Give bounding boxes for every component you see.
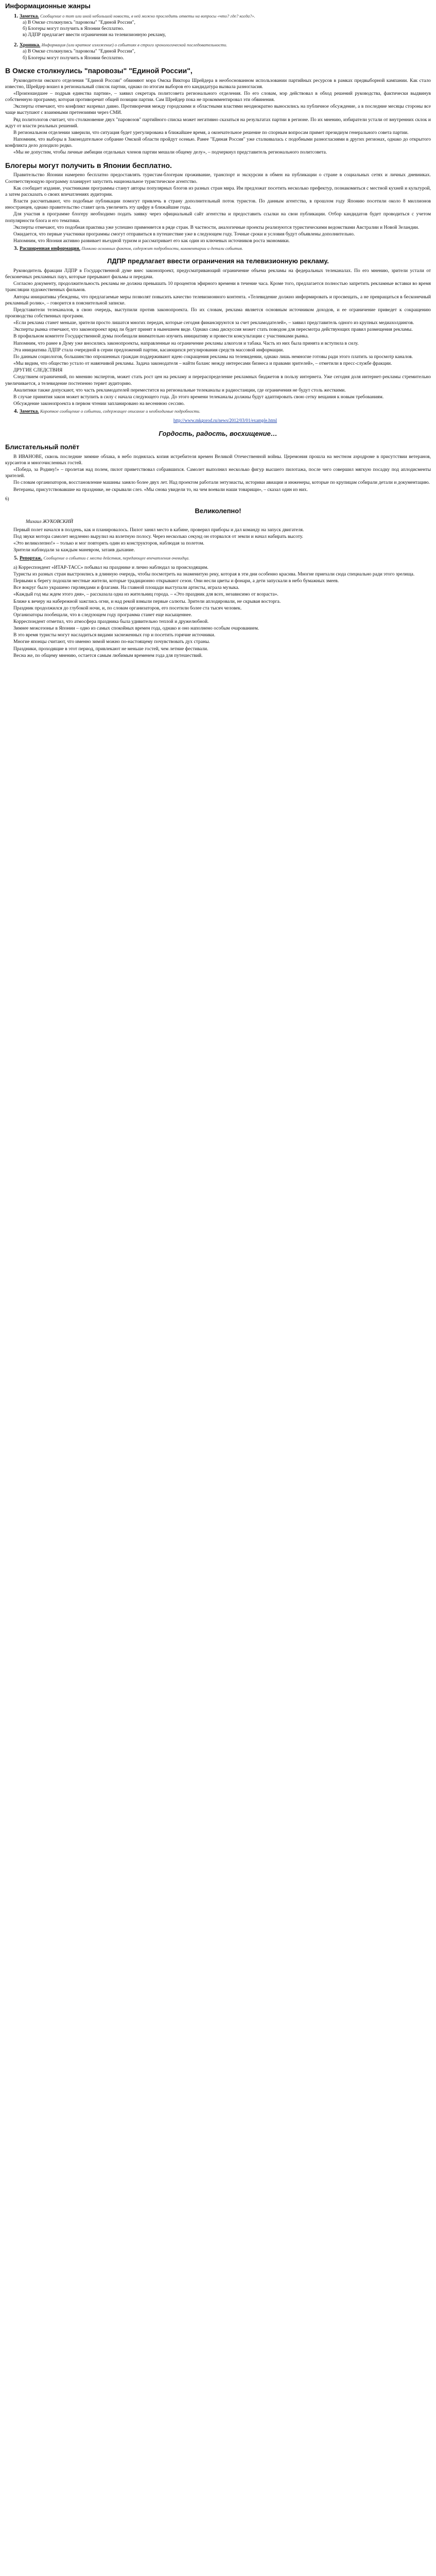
article-body bbox=[5, 78, 431, 156]
paragraph: Многие японцы считают, что именно зимой можно по-настоящему почувствовать дух страны. bbox=[13, 639, 210, 645]
paragraph: «Это великолепно!» – только и мог повторять один из конструкторов, наблюдая за полетом. bbox=[13, 541, 204, 547]
paragraph: Правительство Японии намерено бесплатно предоставлять туристам-блогерам проживание, транспорт и экскурсии в обмен на публикации о стране в социальных сетях и личных дневниках. Соответствующую программу планирует запустить национальное туристическое агентство. bbox=[5, 173, 431, 184]
source-note: Информация (или краткое изложение) о событиях в строго хронологической последовательности. bbox=[41, 42, 228, 48]
paragraph: Эта инициатива ЛДПР стала очередной в серии предложений партии, касающихся регулирования средств массовой информации. bbox=[13, 347, 284, 353]
source-line bbox=[20, 409, 431, 415]
genre-list bbox=[5, 12, 431, 61]
paragraph: «Мы видим, что общество устало от навязчивой рекламы. Задача законодателя – найти баланс между интересами бизнеса и правами зрителей», – отметили в пресс-службе фракции. bbox=[13, 361, 392, 367]
paragraph: В случае принятия закон может вступить в силу с начала следующего года. До этого времени телеканалы должны будут адаптировать свою сетку вещания к новым требованиям. bbox=[13, 394, 384, 400]
paragraph: «Произошедшее – подрыв единства партии», – заявил секретарь политсовета регионального отделения. По его словам, мэр действовал в обход решений руководства, фактически выдвинув собственную программу, которая противоречит общей позиции партии. Сам Шрейдер пока не прокомментировал эти обвинения. bbox=[5, 91, 431, 103]
article-japan bbox=[5, 161, 431, 245]
section-label: 6) bbox=[5, 496, 9, 501]
paragraph: Ближе к вечеру на набережной зажглись огни, и над рекой взмыли первые салюты. Зрители аплодировали, не скрывая восторга. bbox=[13, 599, 281, 604]
page-title: Информационные жанры bbox=[5, 2, 91, 10]
paragraph: Весна же, по общему мнению, остается самым любимым временем года для путешествий. bbox=[13, 653, 203, 658]
paragraph: «Если реклама станет меньше, зрители просто лишатся многих передач, которые сегодня финансируются за счет рекламодателей», – заявил представитель одного из крупных медиахолдингов. bbox=[13, 320, 414, 326]
genre-item-1 bbox=[20, 12, 431, 39]
paragraph: Ветераны, присутствовавшие на празднике, не скрывали слез. «Мы снова увидели то, на чем воевали наши товарищи», – сказал один из них. bbox=[13, 487, 308, 493]
paragraph: По словам организаторов, восстановление машины заняло более двух лет. Над проектом работали энтузиасты, историки авиации и инженеры, которые по крупицам собирали детали и документацию. bbox=[13, 480, 430, 486]
source-name: Расширенная информация. bbox=[20, 246, 81, 252]
article-report bbox=[5, 565, 431, 659]
paragraph: Для участия в программе блогеру необходимо подать заявку через официальный сайт агентства и предоставить ссылки на свои публикации. Отбор кандидатов будет проводиться с учетом популярности блога и его тематики. bbox=[5, 212, 431, 224]
genre-item-5 bbox=[20, 554, 431, 562]
line: а) В Омске столкнулись "паровозы" "Единой России", bbox=[23, 20, 135, 25]
paragraph: Авторы инициативы убеждены, что предлагаемые меры позволят повысить качество телевизионного контента. «Телевидение должно информировать и просвещать, а не превращаться в бесконечный рекламный ролик», – говорится в пояснительной записке. bbox=[5, 294, 431, 306]
genre-item-4 bbox=[20, 408, 431, 424]
paragraph: Первый полет начался в полдень, как и планировалось. Пилот занял место в кабине, проверил приборы и дал команду на запуск двигателя. bbox=[13, 527, 304, 533]
paragraph: Руководитель фракции ЛДПР в Государственной думе внес законопроект, предусматривающий ограничение объема рекламы на федеральных телеканалах. По его мнению, зрители устали от бесконечных рекламных пауз, которые прерывают фильмы и передачи. bbox=[5, 268, 431, 280]
paragraph: Все вокруг было украшено гирляндами и флагами. На главной площади выступали артисты, играла музыка. bbox=[13, 585, 239, 591]
section-body bbox=[5, 454, 431, 493]
source-name: Заметка. bbox=[20, 409, 39, 415]
genre-list-4 bbox=[5, 408, 431, 424]
line: б) Блогеры могут получить в Японии бесплатно. bbox=[23, 26, 124, 31]
line: в) ЛДПР предлагает ввести ограничения на телевизионную рекламу, bbox=[23, 32, 166, 38]
paragraph: Праздники, проходящие в этот период, привлекают не меньше гостей, чем летние фестивали. bbox=[13, 646, 208, 652]
section-great bbox=[5, 507, 431, 553]
paragraph: Эксперты рынка отмечают, что законопроект вряд ли будет принят в нынешнем виде. Однако сама дискуссия может стать поводом для пересмотра действующих правил размещения рекламы. bbox=[13, 327, 413, 333]
paragraph: Эксперты отмечают, что конфликт назревал давно. Противоречия между городскими и областными властями неоднократно выносились на публичное обсуждение, а в последние месяцы стороны все чаще выступают с взаимными претензиями через СМИ. bbox=[5, 104, 431, 116]
source-name: Репортаж. bbox=[20, 555, 43, 561]
line: б) Блогеры могут получить в Японии бесплатно. bbox=[23, 55, 124, 61]
paragraph: а) Корреспондент «ИТАР-ТАСС» побывал на празднике и лично наблюдал за происходящим. bbox=[13, 565, 208, 570]
article-title: В Омске столкнулись "паровозы" "Единой России", bbox=[5, 66, 193, 75]
line: а) В Омске столкнулись "паровозы" "Единой России", bbox=[23, 49, 135, 55]
article-body bbox=[5, 172, 431, 244]
paragraph: По данным социологов, большинство опрошенных граждан поддерживают идею сокращения рекламы на телевидении, однако лишь немногие готовы ради этого платить за просмотр каналов. bbox=[13, 354, 413, 360]
article-body bbox=[5, 565, 431, 659]
source-note: Сообщение о событии с места действия, передающее впечатления очевидца. bbox=[43, 555, 190, 561]
source-line bbox=[20, 42, 431, 48]
source-name: Заметка. bbox=[20, 13, 39, 19]
source-name: Хроника. bbox=[20, 43, 41, 48]
section-title: Блистательный полёт bbox=[5, 443, 80, 451]
article-ldpr bbox=[5, 257, 431, 407]
article-title: Гордость, радость, восхищение… bbox=[159, 429, 277, 437]
genre-item-3 bbox=[20, 245, 431, 252]
paragraph: В региональном отделении заверили, что ситуация будет урегулирована в ближайшее время, а окончательное решение по спорным вопросам примет президиум генерального совета партии. bbox=[13, 130, 409, 135]
paragraph: В профильном комитете Государственной думы пообещали внимательно изучить инициативу и провести консультации с участниками рынка. bbox=[13, 334, 309, 340]
paragraph: Напомним, что Япония активно развивает въездной туризм и рассматривает его как один из ключевых источников роста экономики. bbox=[13, 238, 290, 244]
paragraph: Праздник продолжился до глубокой ночи, и, по словам организаторов, его посетили более ста тысяч человек. bbox=[13, 605, 242, 611]
source-line bbox=[20, 555, 431, 562]
paragraph: Напомним, что выборы в Законодательное собрание Омской области пройдут осенью. Ранее "Единая Россия" уже сталкивалась с подобными разногласиями в других регионах, однако до открытого конфликта дело доходило редко. bbox=[5, 137, 431, 149]
genre-list-3 bbox=[5, 245, 431, 252]
section-flight bbox=[5, 443, 431, 493]
paragraph: «Мы не допустим, чтобы личные амбиции отдельных членов партии мешали общему делу», – подчеркнул представитель регионального политсовета. bbox=[13, 150, 327, 156]
paragraph: ДРУГИЕ СЛЕДСТВИЯ bbox=[13, 368, 63, 374]
paragraph: Напомним, что ранее в Думу уже вносились законопроекты, направленные на ограничение рекламы алкоголя и табака. Часть из них была принята и вступила в силу. bbox=[13, 341, 359, 346]
author-name: Михаил ЖУКОВСКИЙ bbox=[26, 519, 73, 524]
article-title: ЛДПР предлагает ввести ограничения на телевизионную рекламу. bbox=[107, 257, 329, 265]
paragraph: Ряд политологов считает, что столкновение двух "паровозов" партийного списка может негативно сказаться на результатах партии в регионе. По их мнению, избиратели устали от внутренних склок и ждут от власти реальных решений. bbox=[5, 117, 431, 129]
paragraph: Зимнее межсезонье в Японии – одно из самых спокойных времен года, однако и оно наполнено особым очарованием. bbox=[13, 626, 259, 632]
paragraph: Организаторы пообещали, что в следующем году программа станет еще насыщеннее. bbox=[13, 612, 193, 618]
source-note: Помимо основных фактов, содержит подробности, комментарии и детали события. bbox=[81, 246, 243, 251]
paragraph: Следствием ограничений, по мнению экспертов, может стать рост цен на рекламу и перераспределение рекламных бюджетов в пользу интернета. Уже сегодня доля интернет-рекламы стремительно увеличивается, а телевидение постепенно теряет аудиторию. bbox=[5, 375, 431, 386]
paragraph: «Победа, за Родину!» – пролетая над полем, пилот приветствовал собравшихся. Самолет выполнил несколько фигур высшего пилотажа, после чего совершил мягкую посадку под аплодисменты зрителей. bbox=[5, 467, 431, 479]
paragraph: Согласно документу, продолжительность рекламы не должна превышать 10 процентов эфирного времени в течение часа. Кроме того, предлагается полностью запретить рекламные вставки во время трансляции художественных фильмов. bbox=[5, 281, 431, 293]
document-page bbox=[0, 0, 436, 665]
source-link[interactable]: http://www.mkgorod.ru/news/2012/03/01/example.html bbox=[173, 418, 277, 423]
paragraph: Зрители наблюдали за каждым маневром, затаив дыхание. bbox=[13, 548, 135, 553]
section-body bbox=[5, 527, 431, 554]
article-omsk bbox=[5, 66, 431, 156]
paragraph: Руководители омского отделения "Единой России" обвиняют мэра Омска Виктора Шрейдера в необоснованном использовании партийных ресурсов в рамках предвыборной кампании. Как стало известно, Шрейдер вошел в региональный список партии, однако по итогам выборов его кандидатура вызвала разногласия. bbox=[5, 78, 431, 90]
paragraph: Туристы из разных стран выстроились в длинную очередь, чтобы посмотреть на знаменитую реку, которая в эти дни особенно красива. Многие приехали сюда специально ради этого зрелища. bbox=[13, 571, 415, 577]
genre-item-2 bbox=[20, 41, 431, 61]
source-note: Сообщение о тот или иной небольшой новости, в ней можно проследить ответы на вопросы «что? где? когда?». bbox=[40, 13, 255, 19]
source-line bbox=[20, 13, 431, 20]
paragraph: Первыми к берегу подошли местные жители, которые традиционно открывают сезон. Они несли цветы и фонари, а дети запускали в небо бумажных змеев. bbox=[13, 579, 339, 584]
paragraph: Как сообщает издание, участниками программы станут авторы популярных блогов из разных стран мира. Им предложат посетить несколько префектур, познакомиться с местной кухней и культурой, а затем рассказать о своих впечатлениях аудитории. bbox=[5, 185, 431, 197]
paragraph: Под звуки мотора самолет медленно вырулил на взлетную полосу. Через несколько секунд он оторвался от земли и начал набирать высоту. bbox=[13, 534, 303, 540]
paragraph: «Каждый год мы ждем этого дня», – рассказала одна из жительниц города. – «Это праздник для всех, независимо от возраста». bbox=[13, 592, 278, 598]
genre-list-5 bbox=[5, 554, 431, 562]
source-note: Короткое сообщение о событии, содержащее описание и необходимые подробности. bbox=[40, 409, 201, 414]
paragraph: Ожидается, что первые участники программы смогут отправиться в путешествие уже в следующем году. Точные сроки и условия будут объявлены дополнительно. bbox=[13, 231, 355, 237]
article-body bbox=[5, 268, 431, 407]
article-title: Блогеры могут получить в Японии бесплатно. bbox=[5, 161, 172, 170]
paragraph: Представители телеканалов, в свою очередь, выступили против законопроекта. По их словам, реклама является основным источником доходов, и ее ограничение приведет к сокращению производства собственных программ. bbox=[5, 307, 431, 319]
paragraph: Эксперты отмечают, что подобная практика уже успешно применяется в ряде стран. В частности, аналогичные проекты реализуются туристическими ведомствами Австралии и Новой Зеландии. bbox=[13, 225, 420, 230]
section-title: Великолепно! bbox=[195, 507, 241, 515]
paragraph: В это время туристы могут насладиться видами заснеженных гор и посетить горячие источники. bbox=[13, 633, 216, 638]
paragraph: Власти рассчитывают, что подобные публикации помогут привлечь в страну дополнительный поток туристов. По данным агентства, в прошлом году Японию посетили около 8 миллионов иностранцев, однако правительство ставит цель увеличить эту цифру в ближайшие годы. bbox=[5, 199, 431, 211]
source-line bbox=[20, 246, 431, 252]
paragraph: В ИВАНОВЕ, сквозь последние зимние облака, в небо поднялась копия истребителя времен Великой Отечественной войны. Церемония прошла на местном аэродроме в присутствии ветеранов, курсантов и многочисленных гостей. bbox=[5, 454, 431, 466]
paragraph: Корреспондент отметил, что атмосфера праздника была удивительно теплой и дружелюбной. bbox=[13, 619, 209, 625]
paragraph: Аналитики также допускают, что часть рекламодателей переместится на региональные телеканалы и радиостанции, где ограничения не будут столь жесткими. bbox=[13, 387, 346, 393]
paragraph: Обсуждение законопроекта в первом чтении запланировано на весеннюю сессию. bbox=[13, 401, 185, 407]
